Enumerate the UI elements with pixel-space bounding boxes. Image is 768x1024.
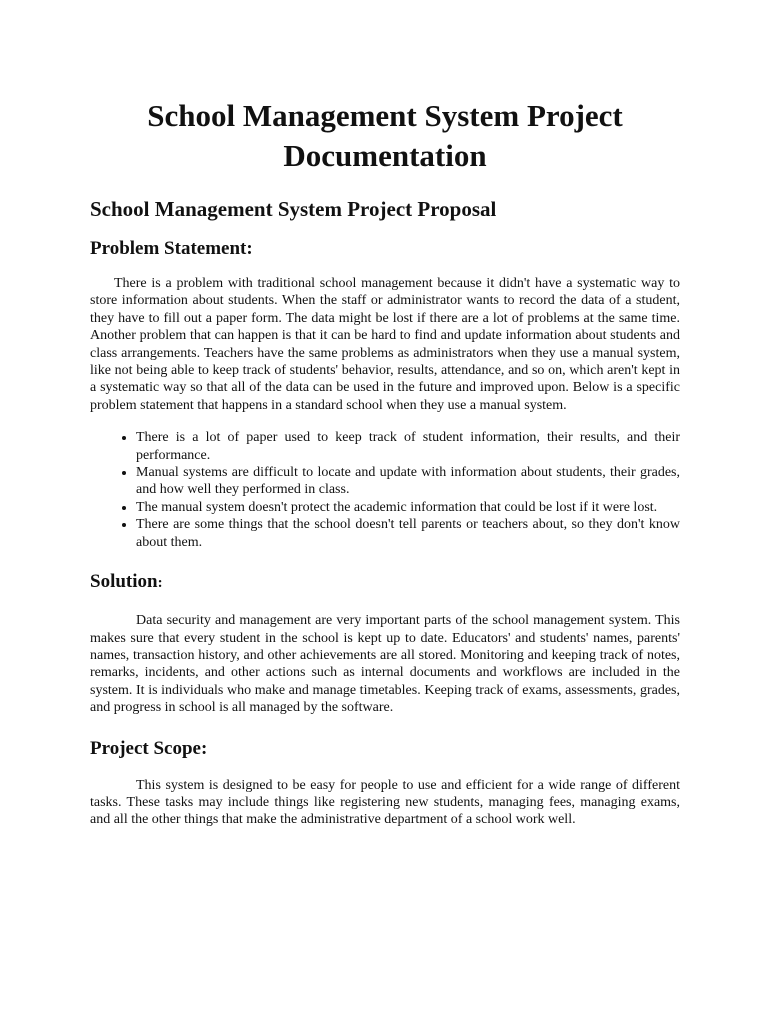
document-title-line-1: School Management System Project <box>147 98 623 133</box>
problem-statement-paragraph: There is a problem with traditional school management because it didn't have a systematic way to store information about students. When the staff or administrator wants to record the data of a student, they have to fill out a paper form. The data might be lost if there are a lot of problems at the same time. Another problem that can happen is that it can be hard to find and update information about students and class arrangements. Teachers have the same problems as administrators when they use a manual system, like not being able to keep track of students' behavior, results, attendance, and so on, which aren't kept in a systematic way so that all of the data can be used in the future and improved upon. Below is a specific problem statement that happens in a standard school when they use a manual system. <box>90 276 680 413</box>
solution-paragraph: Data security and management are very important parts of the school management system. This makes sure that every student in the school is kept up to date. Educators' and students' names, parents' names, transaction history, and other achievements are all stored. Monitoring and keeping track of notes, remarks, incidents, and other actions such as internal documents and workflows are included in the system. It is individuals who make and manage timetables. Keeping track of exams, assessments, grades, and progress in school is all managed by the software. <box>90 613 680 716</box>
project-scope-paragraph: This system is designed to be easy for people to use and efficient for a wide range of different tasks. These tasks may include things like registering new students, managing fees, managing exams, and all the other things that make the administrative department of a school work well. <box>90 777 680 828</box>
list-item: • There is a lot of paper used to keep track of student information, their results, and their performance. <box>136 429 680 464</box>
list-item: • The manual system doesn't protect the academic information that could be lost if it were lost. <box>136 499 680 516</box>
solution-heading-colon: : <box>157 575 163 592</box>
problem-statement-heading: Problem Statement: <box>90 238 253 259</box>
solution-heading-text: Solution <box>90 571 158 593</box>
list-item: • Manual systems are difficult to locate and update with information about students, their grades, and how well they performed in class. <box>136 464 680 499</box>
solution-heading <box>90 570 680 595</box>
list-item: • There are some things that the school doesn't tell parents or teachers about, so they don't know about them. <box>136 516 680 551</box>
document-title-line-2: Documentation <box>283 138 487 173</box>
problem-bullet-list <box>90 429 680 551</box>
document-title <box>90 0 680 176</box>
project-scope-heading: Project Scope: <box>90 737 208 759</box>
proposal-subtitle: School Management System Project Proposal <box>90 197 497 221</box>
